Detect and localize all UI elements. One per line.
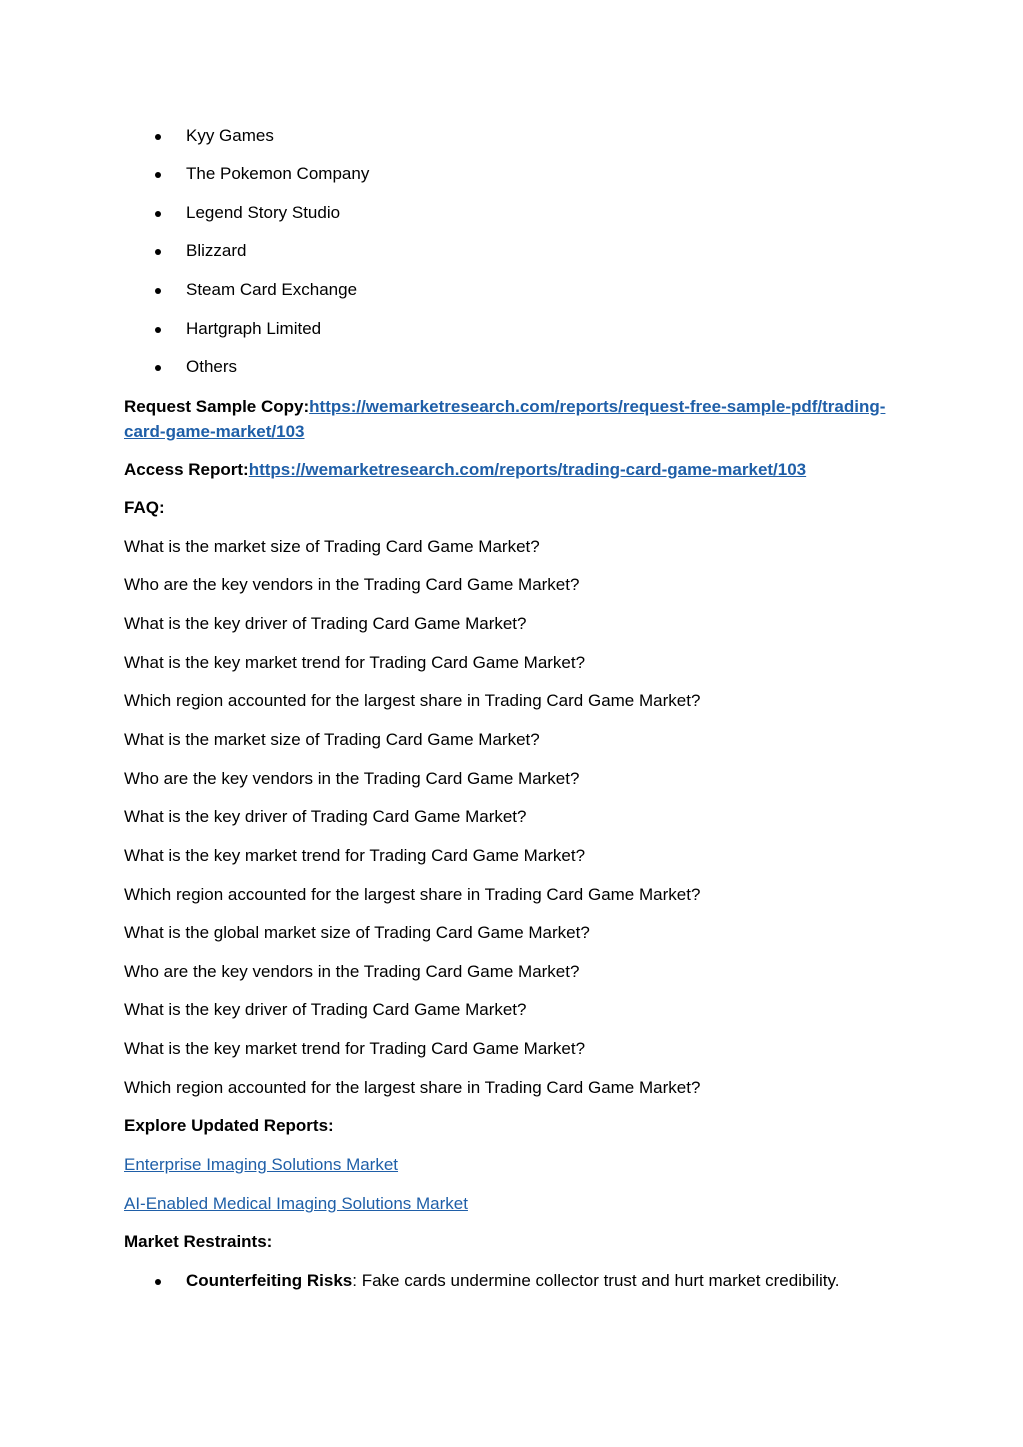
access-report-label: Access Report: bbox=[124, 460, 249, 479]
request-sample-link[interactable]: https://wemarketresearch.com/reports/request-free-sample-pdf/trading- card-game-market/103 bbox=[124, 397, 886, 441]
faq-question: Which region accounted for the largest share in Trading Card Game Market? bbox=[124, 1078, 701, 1097]
bullet-icon bbox=[155, 1279, 161, 1285]
faq-question: Which region accounted for the largest share in Trading Card Game Market? bbox=[124, 885, 701, 904]
bullet-icon bbox=[155, 365, 161, 371]
restraint-title: Counterfeiting Risks bbox=[186, 1271, 353, 1290]
access-report-paragraph bbox=[124, 458, 806, 482]
faq-question: Who are the key vendors in the Trading Card Game Market? bbox=[124, 962, 580, 981]
vendor-name: Steam Card Exchange bbox=[186, 280, 358, 299]
faq-question: Who are the key vendors in the Trading Card Game Market? bbox=[124, 769, 580, 788]
bullet-icon bbox=[155, 211, 161, 217]
bullet-icon bbox=[155, 249, 161, 255]
faq-question: What is the key market trend for Trading Card Game Market? bbox=[124, 653, 586, 672]
faq-question: What is the key driver of Trading Card Game Market? bbox=[124, 1000, 527, 1019]
vendor-name: Others bbox=[186, 357, 238, 376]
faq-question: Who are the key vendors in the Trading Card Game Market? bbox=[124, 575, 580, 594]
vendor-name: Blizzard bbox=[186, 241, 247, 260]
report-link[interactable]: AI-Enabled Medical Imaging Solutions Market bbox=[124, 1194, 468, 1213]
faq-question: What is the key market trend for Trading Card Game Market? bbox=[124, 846, 586, 865]
restraint-text bbox=[186, 1269, 839, 1293]
explore-link-row bbox=[124, 1153, 398, 1177]
bullet-icon bbox=[155, 327, 161, 333]
faq-heading: FAQ: bbox=[124, 498, 165, 517]
faq-question: What is the market size of Trading Card Game Market? bbox=[124, 537, 540, 556]
faq-question: What is the global market size of Trading Card Game Market? bbox=[124, 923, 590, 942]
vendor-name: Legend Story Studio bbox=[186, 203, 341, 222]
vendor-name: The Pokemon Company bbox=[186, 164, 370, 183]
vendor-name: Hartgraph Limited bbox=[186, 319, 322, 338]
faq-question: What is the key driver of Trading Card Game Market? bbox=[124, 614, 527, 633]
bullet-icon bbox=[155, 288, 161, 294]
faq-question: What is the market size of Trading Card Game Market? bbox=[124, 730, 540, 749]
restraints-heading: Market Restraints: bbox=[124, 1232, 273, 1251]
faq-question: What is the key market trend for Trading Card Game Market? bbox=[124, 1039, 586, 1058]
explore-link-row bbox=[124, 1192, 468, 1216]
faq-question: What is the key driver of Trading Card Game Market? bbox=[124, 807, 527, 826]
access-report-link[interactable]: https://wemarketresearch.com/reports/trading-card-game-market/103 bbox=[248, 460, 807, 479]
faq-question: Which region accounted for the largest share in Trading Card Game Market? bbox=[124, 691, 701, 710]
explore-heading: Explore Updated Reports: bbox=[124, 1116, 334, 1135]
bullet-icon bbox=[155, 134, 161, 140]
bullet-icon bbox=[155, 172, 161, 178]
request-sample-paragraph bbox=[124, 394, 894, 444]
restraint-description: : Fake cards undermine collector trust and hurt market credibility. bbox=[352, 1271, 840, 1290]
request-sample-label: Request Sample Copy: bbox=[124, 397, 310, 416]
report-link[interactable]: Enterprise Imaging Solutions Market bbox=[124, 1155, 399, 1174]
vendor-name: Kyy Games bbox=[186, 126, 274, 145]
